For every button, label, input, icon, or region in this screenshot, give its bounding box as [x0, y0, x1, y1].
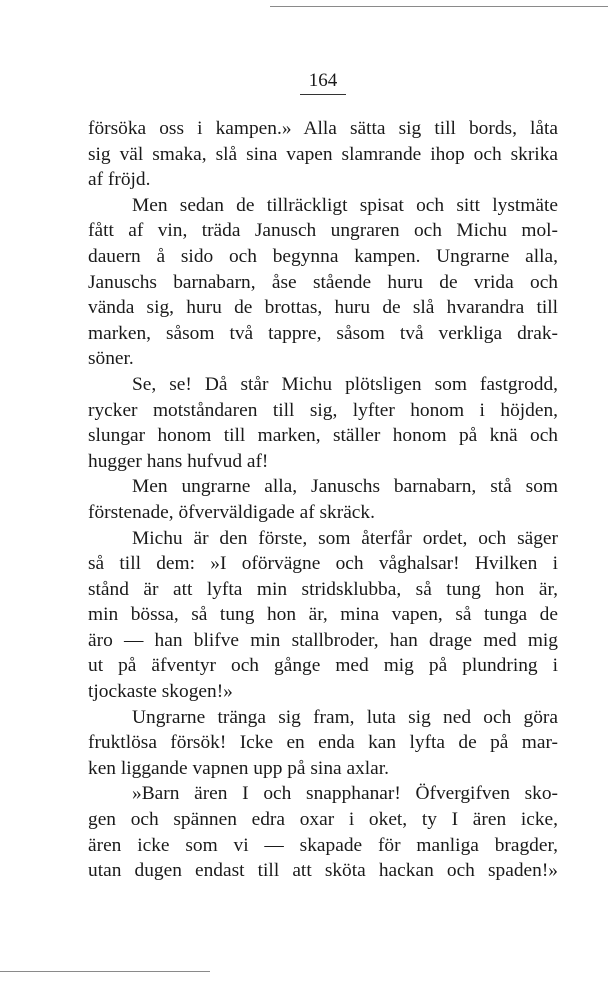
- text-line: dauern å sido och begynna kampen. Ungrarne alla,: [88, 245, 558, 267]
- text-line: af fröjd.: [88, 169, 151, 191]
- text-line: hugger hans hufvud af!: [88, 450, 269, 472]
- text-line: slungar honom till marken, ställer honom på knä och: [88, 425, 558, 447]
- text-line: Ungrarne tränga sig fram, luta sig ned och göra: [132, 706, 558, 728]
- text-line: fått af vin, träda Janusch ungraren och Michu mol-: [88, 220, 558, 242]
- scan-edge-bottom-rule: [0, 971, 210, 972]
- text-line: äro — han blifve min stallbroder, han drage med mig: [88, 629, 558, 651]
- paragraph: [88, 372, 558, 474]
- text-line: ären icke som vi — skapade för manliga bragder,: [88, 834, 558, 856]
- paragraph: [88, 193, 558, 372]
- text-line: sig väl smaka, slå sina vapen slamrande ihop och skrika: [88, 143, 558, 165]
- text-line: ut på äfventyr och gånge med mig på plundring i: [88, 655, 558, 677]
- text-line: vända sig, huru de brottas, huru de slå hvarandra till: [88, 297, 558, 319]
- paragraph: [88, 781, 558, 883]
- text-line: Men sedan de tillräckligt spisat och sitt lystmäte: [132, 194, 558, 216]
- text-line: marken, såsom två tappre, såsom två verkliga drak-: [88, 322, 558, 344]
- text-line: Michu är den förste, som återfår ordet, och säger: [132, 527, 558, 549]
- text-line: tjockaste skogen!»: [88, 681, 233, 703]
- text-line: min bössa, så tung hon är, mina vapen, så tunga de: [88, 604, 558, 626]
- paragraph: [88, 116, 558, 193]
- text-line: Januschs barnabarn, åse stående huru de vrida och: [88, 271, 558, 293]
- text-line: så till dem: »I oförvägne och våghalsar! Hvilken i: [88, 553, 558, 575]
- text-line: fruktlösa försök! Icke en enda kan lyfta de på mar-: [88, 732, 558, 754]
- text-line: utan dugen endast till att sköta hackan och spaden!»: [88, 860, 558, 882]
- text-line: försöka oss i kampen.» Alla sätta sig till bords, låta: [88, 118, 558, 139]
- paragraph: [88, 705, 558, 782]
- text-line: ken liggande vapnen upp på sina axlar.: [88, 757, 389, 779]
- text-line: förstenade, öfverväldigade af skräck.: [88, 501, 375, 523]
- text-line: söner.: [88, 348, 134, 370]
- text-line: Se, se! Då står Michu plötsligen som fastgrodd,: [132, 373, 558, 395]
- scan-edge-top-rule: [270, 6, 608, 7]
- text-line: Men ungrarne alla, Januschs barnabarn, stå som: [132, 476, 558, 498]
- text-line: gen och spännen edra oxar i oket, ty I ären icke,: [88, 809, 558, 831]
- text-line: rycker motståndaren till sig, lyfter honom i höjden,: [88, 399, 558, 421]
- body-text: [88, 116, 558, 884]
- paragraph: [88, 474, 558, 525]
- text-line: stånd är att lyfta min stridsklubba, så tung hon är,: [88, 578, 558, 600]
- paragraph: [88, 526, 558, 705]
- text-line: »Barn ären I och snapphanar! Öfvergifven sko-: [132, 783, 558, 805]
- page-number: 164: [300, 70, 346, 95]
